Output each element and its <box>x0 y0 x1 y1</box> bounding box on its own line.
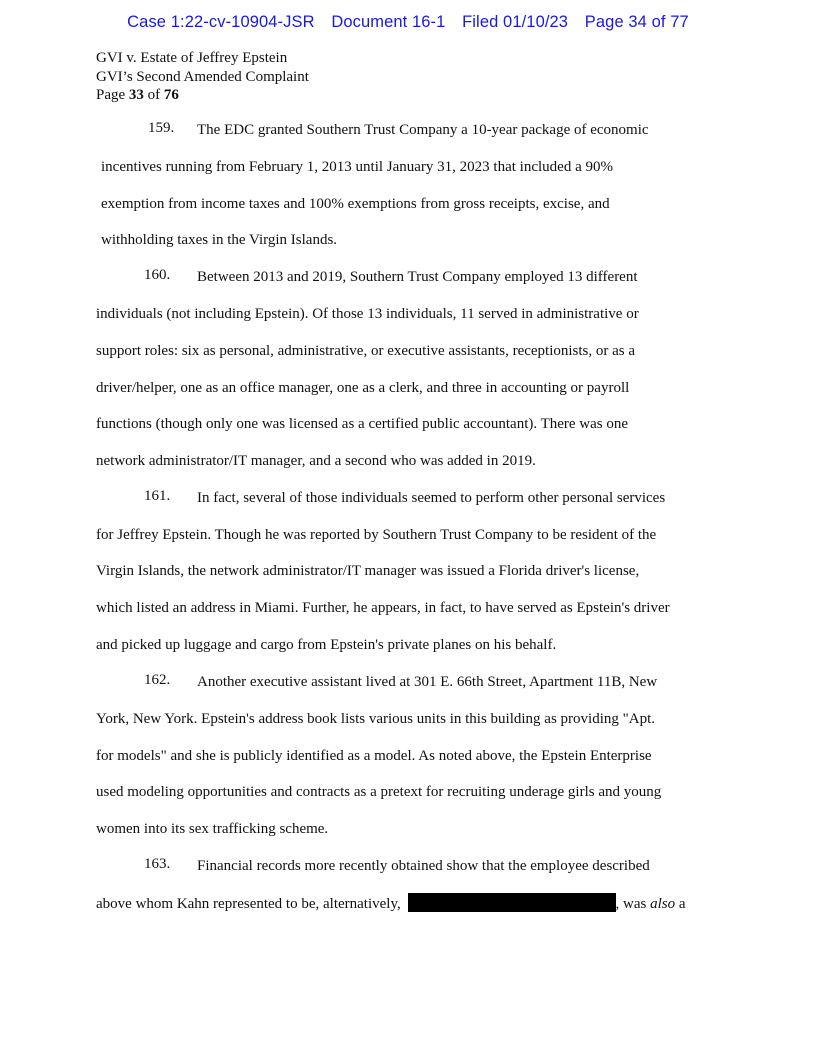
paragraph-line: Virgin Islands, the network administrator/IT manager was issued a Florida driver's license, <box>96 563 640 579</box>
paragraph-line: Financial records more recently obtained show that the employee described <box>197 858 650 874</box>
paragraph-line: and picked up luggage and cargo from Epstein's private planes on his behalf. <box>96 637 557 653</box>
document-number: Document 16-1 <box>331 13 446 31</box>
case-header <box>0 13 816 32</box>
paragraph-number: 160. <box>144 267 171 283</box>
paragraph-line: used modeling opportunities and contracts as a pretext for recruiting underage girls and young <box>96 784 662 800</box>
paragraph-line: York, New York. Epstein's address book lists various units in this building as providing "Apt. <box>96 711 655 727</box>
document-meta <box>96 49 309 105</box>
case-caption: GVI v. Estate of Jeffrey Epstein <box>96 50 288 66</box>
paragraph-line: The EDC granted Southern Trust Company a 10-year package of economic <box>197 122 649 138</box>
paragraph-line: for models" and she is publicly identified as a model. As noted above, the Epstein Enterprise <box>96 748 652 764</box>
paragraph-line: which listed an address in Miami. Further, he appears, in fact, to have served as Epstein's driver <box>96 600 670 616</box>
page-count: Page 34 of 77 <box>584 13 689 31</box>
paragraph-line: individuals (not including Epstein). Of those 13 individuals, 11 served in administrative or <box>96 306 639 322</box>
case-number: Case 1:22-cv-10904-JSR <box>127 13 315 31</box>
paragraph-line: In fact, several of those individuals seemed to perform other personal services <box>197 490 666 506</box>
paragraph-number: 161. <box>144 488 171 504</box>
paragraph-line: driver/helper, one as an office manager, one as a clerk, and three in accounting or payroll <box>96 380 630 396</box>
paragraph-number: 162. <box>144 672 171 688</box>
paragraph-number: 159. <box>148 120 175 136</box>
redaction-block <box>408 893 616 912</box>
document-title: GVI’s Second Amended Complaint <box>96 68 309 85</box>
paragraph-line: support roles: six as personal, administrative, or executive assistants, receptionists, or as a <box>96 343 636 359</box>
page-indicator: Page 33 of 76 <box>96 87 179 103</box>
paragraph-line: network administrator/IT manager, and a second who was added in 2019. <box>96 453 536 469</box>
paragraph-line: above whom Kahn represented to be, alternatively, , was also a <box>96 893 686 913</box>
paragraph-line: Another executive assistant lived at 301 E. 66th Street, Apartment 11B, New <box>197 674 658 690</box>
paragraph-line: withholding taxes in the Virgin Islands. <box>101 232 338 248</box>
paragraph-line: Between 2013 and 2019, Southern Trust Company employed 13 different <box>197 269 638 285</box>
paragraph-line: functions (though only one was licensed as a certified public accountant). There was one <box>96 416 629 432</box>
paragraph-line: exemption from income taxes and 100% exemptions from gross receipts, excise, and <box>101 196 610 212</box>
paragraph-line: for Jeffrey Epstein. Though he was reported by Southern Trust Company to be resident of the <box>96 527 657 543</box>
paragraph-number: 163. <box>144 856 171 872</box>
paragraph-line: incentives running from February 1, 2013 until January 31, 2023 that included a 90% <box>101 159 613 175</box>
paragraph-line: women into its sex trafficking scheme. <box>96 821 329 837</box>
filed-date: Filed 01/10/23 <box>462 13 569 31</box>
